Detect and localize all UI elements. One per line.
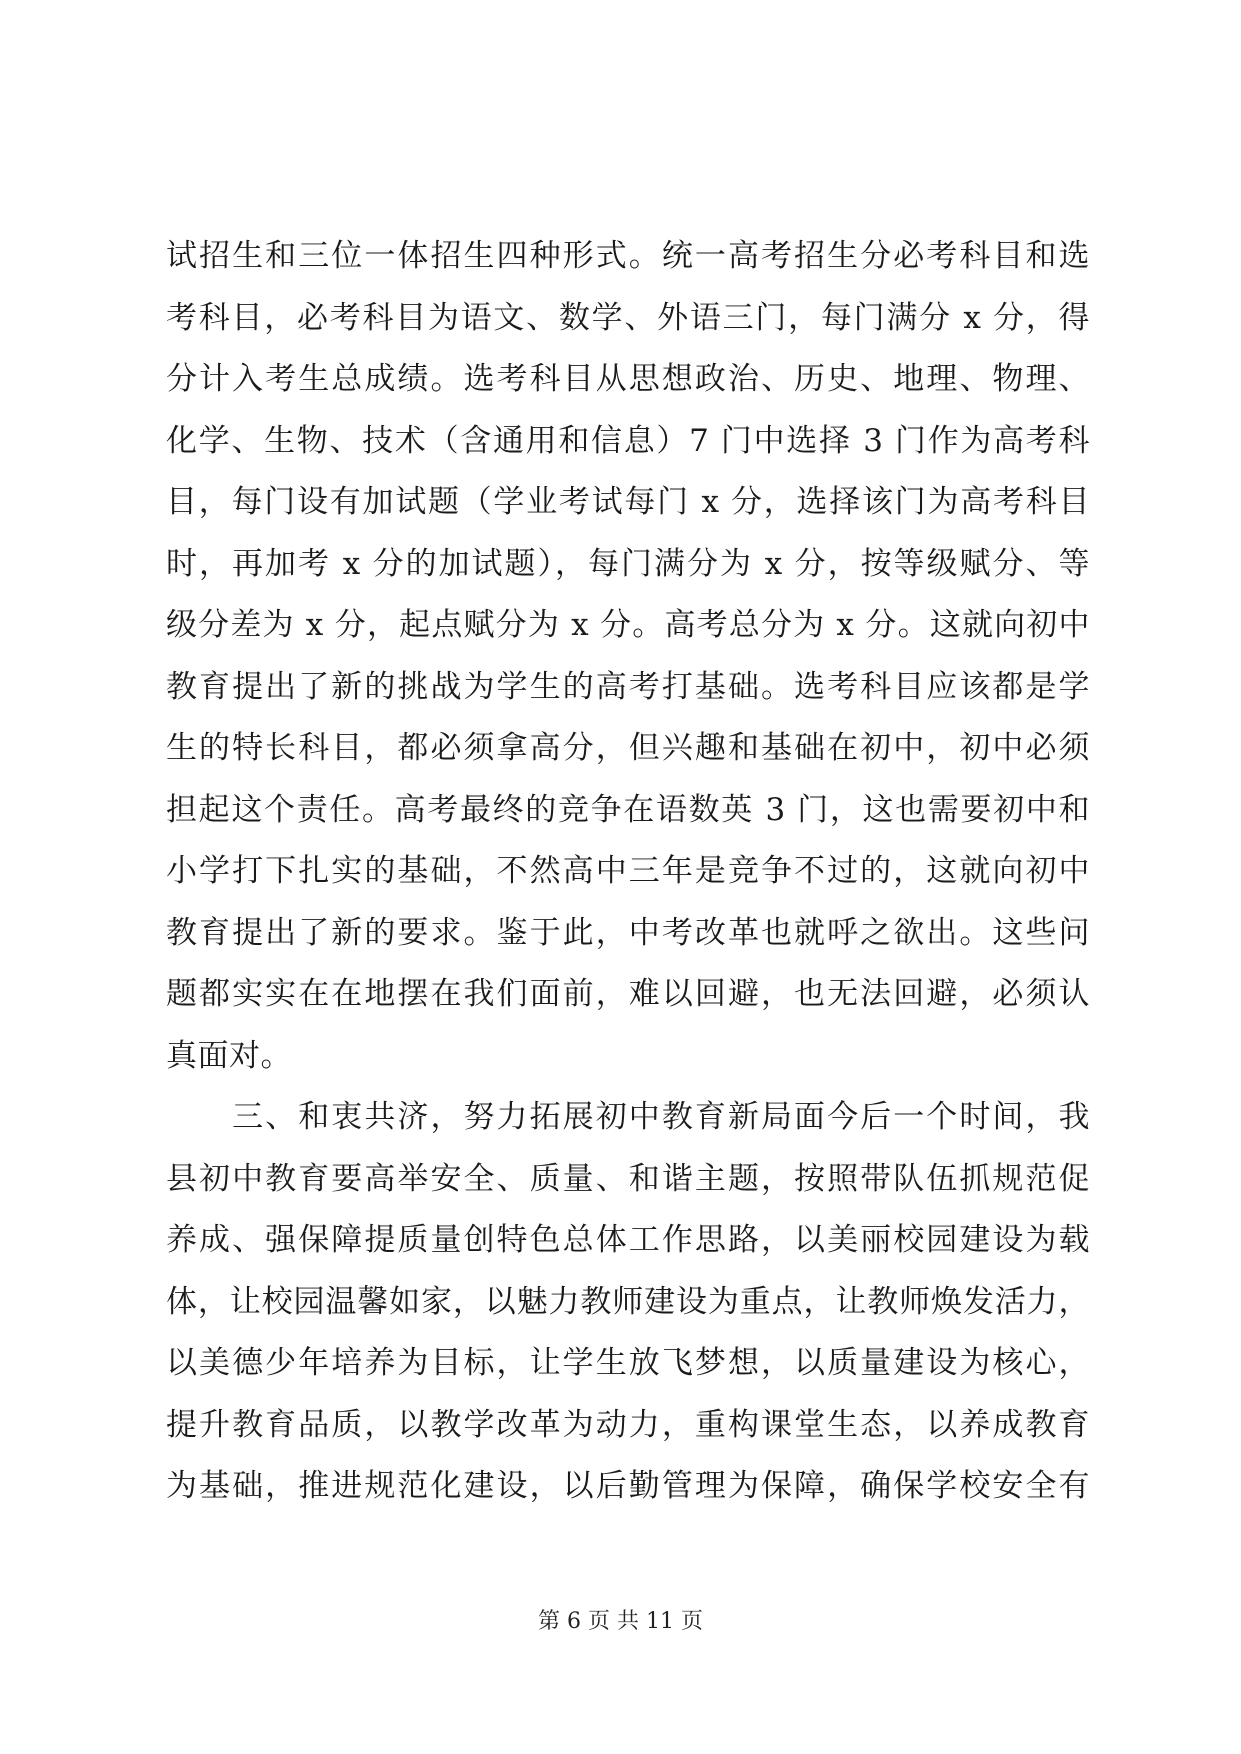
text-line: 为基础，推进规范化建设，以后勤管理为保障，确保学校安全有 (166, 1468, 1090, 1504)
text-line: 提升教育品质，以教学改革为动力，重构课堂生态，以养成教育 (166, 1406, 1090, 1443)
text-line: 真面对。 (166, 1037, 292, 1074)
text-line: 教育提出了新的要求。鉴于此，中考改革也就呼之欲出。这些问 (166, 914, 1090, 951)
text-line: 题都实实在在地摆在我们面前，难以回避，也无法回避，必须认 (166, 976, 1090, 1012)
text-line: 分计入考生总成绩。选考科目从思想政治、历史、地理、物理、 (166, 361, 1090, 397)
text-line: 目，每门设有加试题（学业考试每门 x 分，选择该门为高考科目 (166, 484, 1090, 520)
text-line: 时，再加考 x 分的加试题），每门满分为 x 分，按等级赋分、等 (166, 545, 1090, 582)
text-line: 养成、强保障提质量创特色总体工作思路，以美丽校园建设为载 (166, 1222, 1090, 1258)
section-heading-line: 三、和衷共济，努力拓展初中教育新局面今后一个时间，我 (166, 1099, 1090, 1135)
text-line: 试招生和三位一体招生四种形式。统一高考招生分必考科目和选 (166, 238, 1090, 274)
text-line: 教育提出了新的挑战为学生的高考打基础。选考科目应该都是学 (166, 668, 1090, 705)
text-line: 化学、生物、技术（含通用和信息）7 门中选择 3 门作为高考科 (166, 422, 1090, 459)
page-number-footer: 第 6 页 共 11 页 (538, 1609, 703, 1634)
text-line: 考科目，必考科目为语文、数学、外语三门，每门满分 x 分，得 (166, 299, 1090, 336)
text-line: 生的特长科目，都必须拿高分，但兴趣和基础在初中，初中必须 (166, 730, 1090, 766)
text-line: 担起这个责任。高考最终的竞争在语数英 3 门，这也需要初中和 (166, 791, 1090, 828)
text-line: 小学打下扎实的基础，不然高中三年是竞争不过的，这就向初中 (166, 853, 1090, 889)
text-line: 以美德少年培养为目标，让学生放飞梦想，以质量建设为核心， (166, 1345, 1090, 1381)
text-line: 县初中教育要高举安全、质量、和谐主题，按照带队伍抓规范促 (166, 1160, 1090, 1197)
text-line: 体，让校园温馨如家，以魅力教师建设为重点，让教师焕发活力， (166, 1283, 1090, 1320)
body-text (166, 226, 1090, 1518)
text-line: 级分差为 x 分，起点赋分为 x 分。高考总分为 x 分。这就向初中 (166, 607, 1090, 643)
